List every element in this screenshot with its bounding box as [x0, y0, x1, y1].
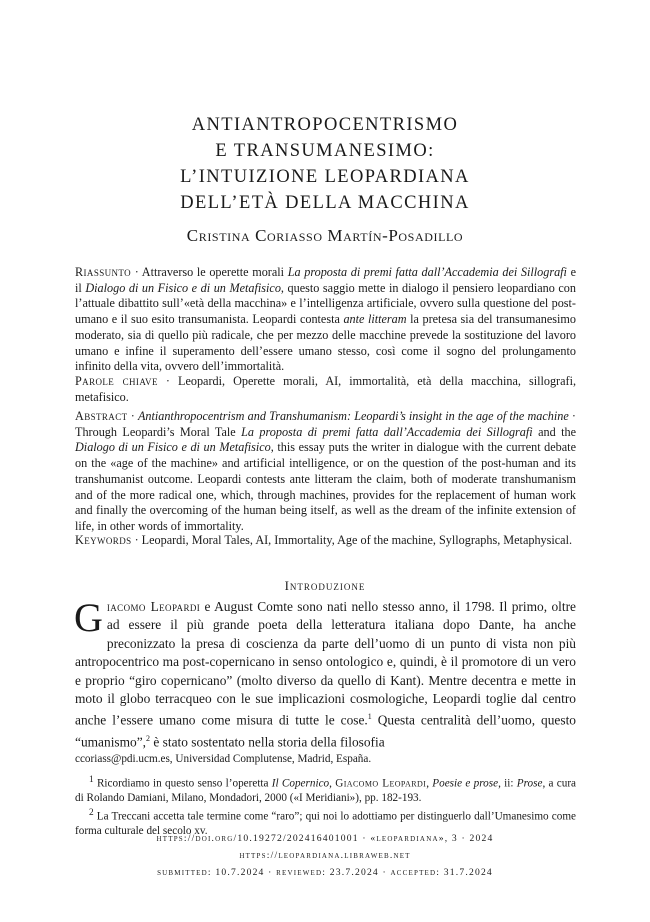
abstract-text-2: and the	[532, 424, 576, 439]
author-name: Cristina Coriasso Martín-Posadillo	[186, 226, 464, 245]
riassunto-label: Riassunto	[75, 265, 132, 279]
parole-chiave-sep: ·	[157, 374, 179, 388]
body-paragraph	[74, 595, 576, 752]
title-line-3: L’INTUIZIONE LEOPARDIANA	[180, 167, 470, 187]
riassunto-block	[75, 265, 576, 375]
footnote-1-text-4: , ii:	[498, 777, 517, 790]
title-line-4: DELL’ETÀ DELLA MACCHINA	[180, 193, 470, 213]
footnote-1-italic-2: Poesie e prose	[432, 777, 499, 790]
footnote-1	[75, 773, 576, 806]
parole-chiave-label: Parole chiave	[75, 374, 158, 388]
footnote-1-text-2: ,	[329, 777, 336, 790]
title-line-1: ANTIANTROPOCENTRISMO	[191, 115, 459, 135]
riassunto-italic-3: ante litteram	[343, 312, 407, 327]
footnote-ref-2[interactable]: 2	[146, 734, 151, 744]
footnote-ref-1[interactable]: 1	[367, 712, 372, 722]
abstract-sep-2: ·	[568, 409, 576, 423]
keywords-sep: ·	[131, 533, 142, 547]
footnote-1-text-1: Ricordiamo in questo senso l’operetta	[93, 777, 272, 790]
abstract-sep: ·	[127, 409, 138, 423]
riassunto-text-3: , questo saggio mette in dialogo il pensiero leopardiano con l’attuale dibattito sull’«età della macchina» e l’intelligenza artificiale, ovvero sulla questione del post-umano e il suo esito transumanista. Leopardi contesta	[75, 280, 576, 327]
abstract-label: Abstract	[75, 409, 128, 423]
footer-doi-line[interactable]: https://doi.org/10.19272/202416401001 · «leopardiana», 3 · 2024	[156, 833, 494, 844]
footnote-1-author: Giacomo Leopardi	[335, 777, 427, 790]
keywords-block	[75, 533, 576, 549]
footnotes	[75, 752, 576, 838]
footnote-1-text-3: ,	[426, 777, 433, 790]
abstract-block	[75, 409, 576, 535]
footnote-1-number: 1	[89, 774, 94, 785]
parole-chiave-text: Leopardi, Operette morali, AI, immortalità, età della macchina, sillografi, metafisico.	[75, 374, 577, 404]
riassunto-sep: ·	[131, 265, 142, 279]
riassunto-text-1: Attraverso le operette morali	[141, 265, 288, 279]
footnote-1-text-5: , a cura di Rolando Damiani, Milano, Mondadori, 2000 («I Meridiani»), pp. 182-193.	[75, 777, 577, 804]
riassunto-text-4: la pretesa sia del transumanesimo moderato, sia di quello più radicale, che per mezzo delle macchine prevede la sostituzione del lavoro umano e infine il superamento dell’essere umano stesso, così come il sogno del prolungamento infinito della vita, ovvero dell’immortalità.	[75, 312, 576, 374]
body-text-3: è stato sostentato nella storia della filosofia	[150, 734, 385, 750]
body-lead-name: iacomo Leopardi	[106, 599, 201, 614]
body-text-2: Questa centralità dell’uomo, questo “umanismo”,	[75, 712, 576, 750]
body-text-1: e August Comte sono nati nello stesso anno, il 1798. Il primo, oltre ad essere il più grande poeta della letteratura italiana dopo Dante, ha anche preconizzato la presa di coscienza da parte dell’uomo di un punto di vista non più antropocentrico ma post-copernicano in senso ontologico e, quindi, è il promotore di un vero e proprio “giro copernicano” (molto diverso da quello di Kant). Mentre decentra e mette in moto il globo terracqueo con le sue implicazioni cosmologiche, Leopardi toglie dal centro anche l’essere umano come misura di tutte le cose.	[75, 599, 576, 728]
article-title	[0, 112, 650, 216]
abstract-italic-2: Dialogo di un Fisico e di un Metafisico	[75, 440, 271, 455]
abstract-english-title: Antianthropocentrism and Transhumanism: Leopardi’s insight in the age of the machine	[137, 409, 569, 423]
abstract-italic-1: La proposta di premi fatta dall’Accademia dei Sillografi	[241, 424, 533, 439]
title-line-2: E TRANSUMANESIMO:	[215, 141, 435, 161]
keywords-text: Leopardi, Moral Tales, AI, Immortality, Age of the machine, Syllographs, Metaphysical.	[141, 533, 573, 547]
riassunto-text-2: e il	[75, 265, 576, 295]
keywords-label: Keywords	[75, 533, 132, 547]
abstract-text-3: , this essay puts the writer in dialogue with the current debate on the «age of the machine» and artificial intelligence, or on the question of the post-human and its transhumanist outcome. Leopardi contests ante litteram the claim, both of moderate transhumanism and of the more radical one, which, through machines, provides for the replacement of human work and finally the overcoming of the human being itself, as well as the dream of the infinite extension of life, in other words of immortality.	[75, 440, 576, 533]
footnote-2-number: 2	[89, 807, 94, 818]
abstract-text-1: Through Leopardi’s Moral Tale	[75, 424, 242, 439]
footer-website-link[interactable]: https://leopardiana.libraweb.net	[239, 850, 411, 861]
drop-cap: G	[74, 595, 103, 640]
footnote-1-italic-1: Il Copernico	[271, 777, 330, 790]
section-heading: Introduzione	[284, 578, 366, 593]
footnote-1-italic-3: Prose	[516, 777, 543, 790]
riassunto-italic-1: La proposta di premi fatta dall’Accademia dei Sillografi	[287, 265, 567, 279]
footnote-2-text: La Treccani accetta tale termine come “raro”; qui noi lo adottiamo per distinguerlo dall’Umanesimo come forma culturale del secolo xv.	[75, 810, 576, 837]
footer-dates-line: submitted: 10.7.2024 · reviewed: 23.7.2024 · accepted: 31.7.2024	[157, 867, 493, 878]
riassunto-italic-2: Dialogo di un Fisico e di un Metafisico	[85, 280, 281, 295]
author-contact: ccoriass@pdi.ucm.es, Universidad Complutense, Madrid, España.	[75, 753, 372, 765]
parole-chiave-block	[75, 374, 576, 405]
